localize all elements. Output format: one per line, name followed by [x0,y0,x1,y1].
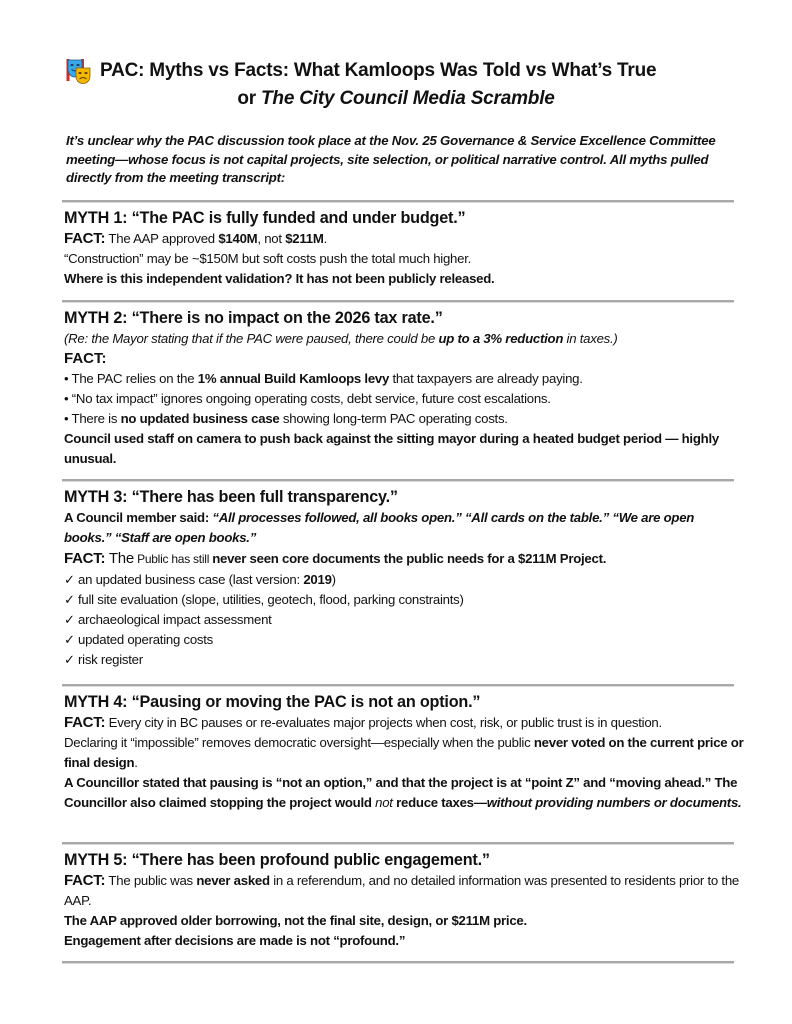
bullet-text: • There is [64,411,121,426]
bullet-text: • The PAC relies on the [64,371,198,386]
bullet-emphasis: no updated business case [120,411,280,426]
myth-3-section [64,486,744,670]
fact-text: The [105,550,134,567]
myth-3-quote [64,508,744,548]
fact-text: Public has still [134,552,213,566]
fact-emphasis: never asked [196,873,270,888]
divider [62,961,734,963]
myth-1-heading: MYTH 1: “The PAC is fully funded and under budget.” [64,209,466,227]
divider [62,479,734,481]
checklist-item [64,650,744,670]
myth-4-line-2 [64,733,744,773]
divider [62,300,734,302]
quote-text: “All processes followed, all books open.” “All cards on the table.” “We are open books.” “Staff are open books.” [64,510,695,545]
divider [62,842,734,844]
fact-text: The public was [105,873,197,888]
myth-1-line-3: Where is this independent validation? It has not been publicly released. [64,271,495,286]
checkmark-icon: ✓ [64,572,75,587]
fact-text: Declaring it “impossible” removes democratic oversight—especially when the public [64,735,534,750]
fact-label: FACT: [64,714,106,731]
myth-3-fact [64,548,744,570]
myth-5-fact [64,871,744,911]
checklist-text: an updated business case (last version: [78,572,304,587]
quote-prefix: A Council member said: [64,510,213,525]
myth-2-closing: Council used staff on camera to push back against the sitting mayor during a heated budget period — highly unusual. [64,431,719,466]
divider [62,684,734,686]
checklist-year: 2019 [303,572,332,587]
checkmark-icon: ✓ [64,592,75,607]
bullet-text: showing long-term PAC operating costs. [279,411,508,426]
fact-amount-approved: $140M [218,231,258,246]
fact-emphasis: never voted on the current price or final design [64,735,744,770]
checklist-text: updated operating costs [78,632,214,647]
fact-text: in a referendum, and no detailed information was presented to residents prior to the AAP. [64,873,739,908]
intro-paragraph: It’s unclear why the PAC discussion took place at the Nov. 25 Governance & Service Excellence Committee meeting—whose focus is not capital projects, site selection, or political narrative control. All myths pulled directly from the meeting transcript: [66,133,716,185]
note-text: in taxes.) [563,331,618,346]
title-block [0,58,792,112]
checkmark-icon: ✓ [64,632,75,647]
myth-2-bullet-3 [64,409,744,429]
note-emphasis: up to a 3% reduction [438,331,564,346]
checklist-text: ) [331,572,336,587]
fact-label: FACT: [64,550,106,567]
subtitle-prefix: or [237,88,262,109]
myth-2-note [64,329,744,349]
subtitle-italic: The City Council Media Scramble [261,88,555,109]
fact-label: FACT: [64,872,106,889]
myth-2-bullet-1 [64,369,744,389]
myth-4-section [64,691,744,813]
checklist-text: archaeological impact assessment [78,612,272,627]
fact-text: . [134,755,138,770]
myth-5-line-3: Engagement after decisions are made is not “profound.” [64,933,406,948]
myth-5-section [64,849,744,951]
myth-2-section [64,307,744,469]
theater-masks-icon [66,58,92,84]
divider [62,200,734,202]
myth-1-fact [64,229,744,249]
fact-amount-total: $211M [285,231,324,246]
checkmark-icon: ✓ [64,652,75,667]
fact-emphasis: never seen core documents the public needs for a $211M Project. [212,551,607,566]
title-line-1: PAC: Myths vs Facts: What Kamloops Was Told vs What’s True [100,60,657,81]
myth-2-heading: MYTH 2: “There is no impact on the 2026 tax rate.” [64,309,443,327]
checkmark-icon: ✓ [64,612,75,627]
myth-1-section [64,207,744,289]
myth-4-fact [64,713,744,733]
checklist-item [64,570,744,590]
note-text: (Re: the Mayor stating that if the PAC were paused, there could be [64,331,439,346]
councillor-emphasis: not [375,795,393,810]
fact-text: Every city in BC pauses or re-evaluates major projects when cost, risk, or public trust is in question. [105,715,662,730]
bullet-text: • “No tax impact” ignores ongoing operating costs, debt service, future cost escalations. [64,391,551,406]
myth-2-bullet-2 [64,389,744,409]
myth-3-heading: MYTH 3: “There has been full transparency.” [64,488,398,506]
fact-label: FACT: [64,350,107,367]
myth-4-councillor [64,773,744,813]
checklist-item [64,630,744,650]
bullet-text: that taxpayers are already paying. [389,371,583,386]
councillor-italic: without providing numbers or documents. [486,795,742,810]
councillor-text: A Councillor stated that pausing is “not an option,” and that the project is at “point Z” and “moving ahead.” The Councillor also claimed stopping the project would [64,775,738,810]
checklist-item [64,590,744,610]
myth-5-line-2: The AAP approved older borrowing, not the final site, design, or $211M price. [64,913,527,928]
checklist-item [64,610,744,630]
fact-label: FACT: [64,230,106,247]
fact-text: . [323,231,327,246]
checklist-text: risk register [78,652,143,667]
councillor-text: reduce taxes— [392,795,487,810]
fact-text: The AAP approved [105,231,219,246]
myth-4-heading: MYTH 4: “Pausing or moving the PAC is not an option.” [64,693,481,711]
myth-1-line-2: “Construction” may be ~$150M but soft costs push the total much higher. [64,251,472,266]
myth-5-heading: MYTH 5: “There has been profound public engagement.” [64,851,490,869]
bullet-emphasis: 1% annual Build Kamloops levy [197,371,390,386]
checklist-text: full site evaluation (slope, utilities, geotech, flood, parking constraints) [78,592,464,607]
page-title [0,58,792,84]
page-subtitle [0,86,792,112]
fact-text: , not [257,231,286,246]
